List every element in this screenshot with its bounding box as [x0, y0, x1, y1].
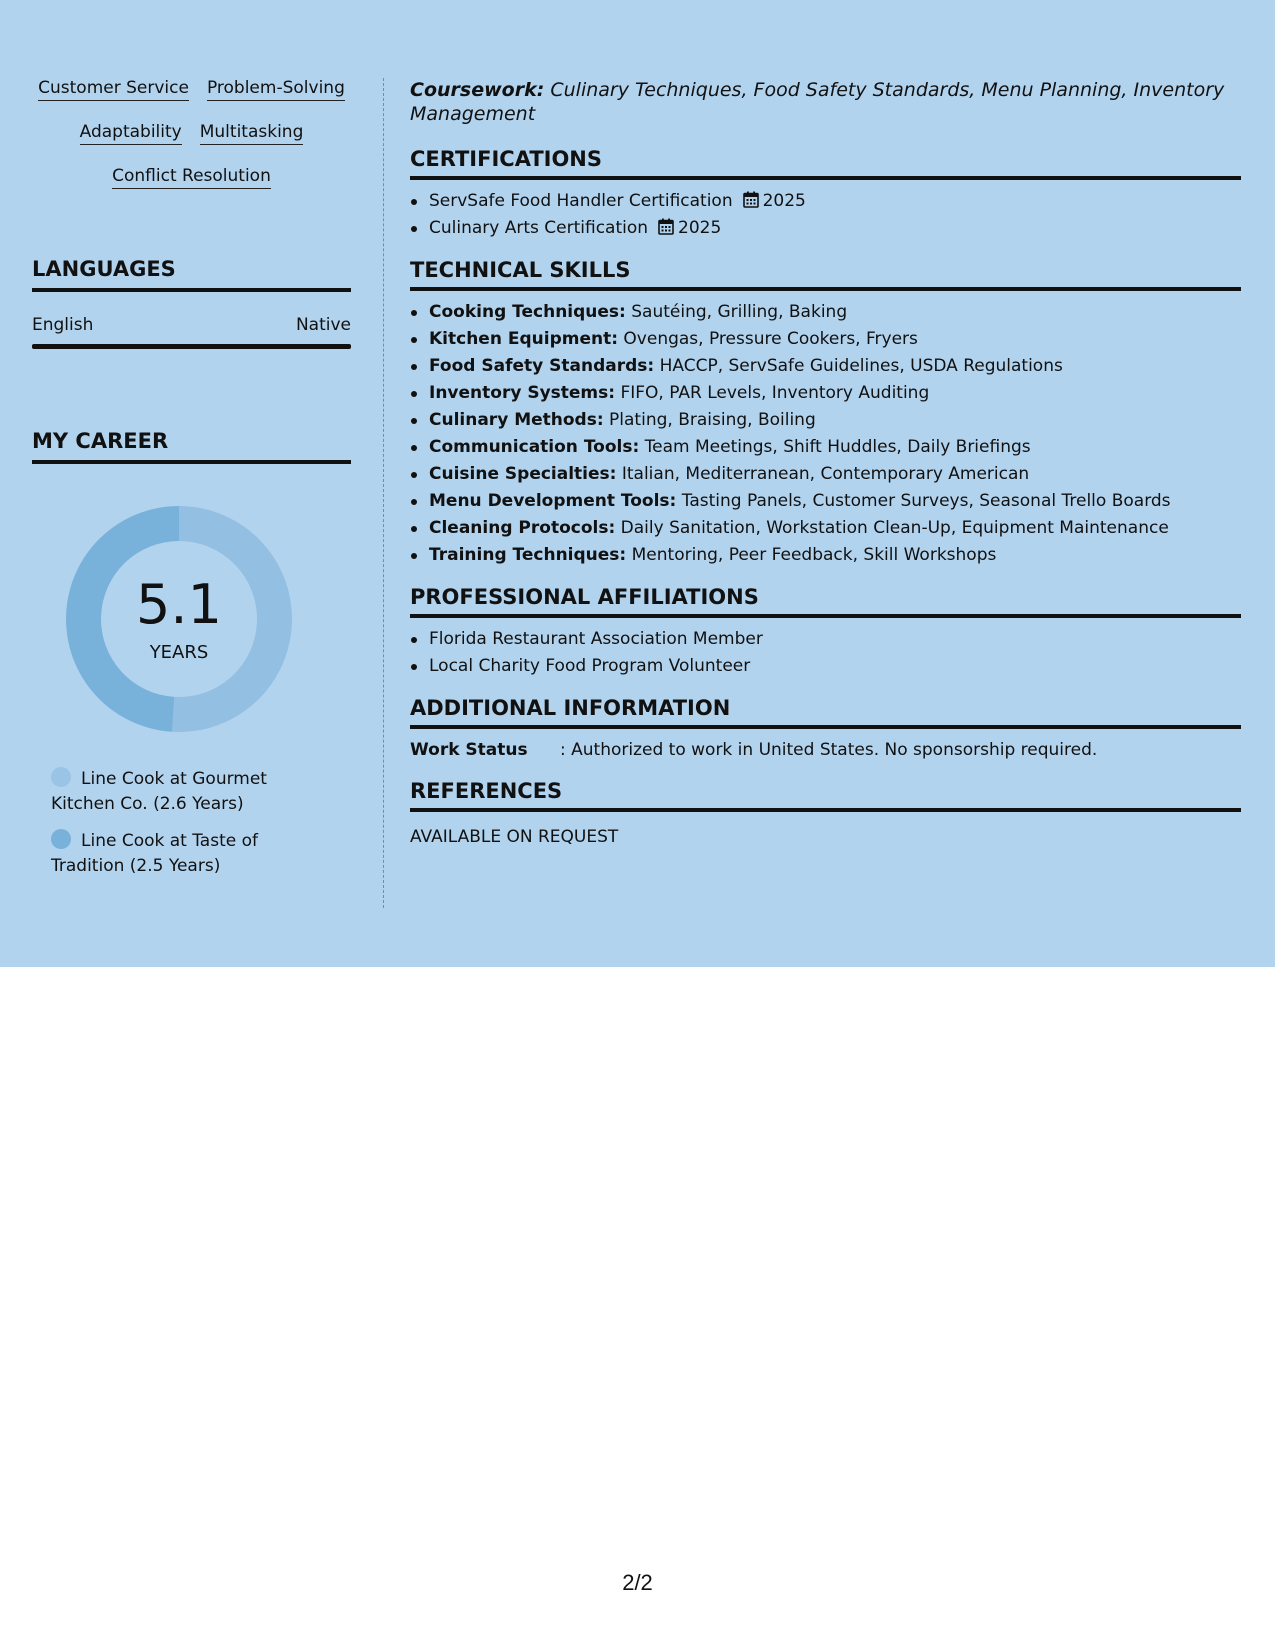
skill-category: Food Safety Standards: — [429, 356, 655, 376]
certification-item — [410, 188, 1241, 215]
technical-skills-list — [410, 299, 1241, 569]
legend-dot — [51, 829, 71, 849]
technical-skills-section — [410, 257, 1241, 569]
language-row — [32, 314, 351, 336]
career-heading: MY CAREER — [32, 428, 351, 464]
technical-skill-item — [410, 434, 1241, 461]
work-status-value: : Authorized to work in United States. No sponsorship required. — [560, 740, 1098, 760]
legend-item — [51, 767, 291, 817]
skill-category: Cleaning Protocols: — [429, 518, 616, 538]
certifications-heading: CERTIFICATIONS — [410, 146, 1241, 180]
technical-skill-item — [410, 299, 1241, 326]
language-level: Native — [295, 315, 351, 335]
legend-dot — [51, 767, 71, 787]
skill-values: Plating, Braising, Boiling — [603, 410, 816, 430]
references-heading: REFERENCES — [410, 778, 1241, 812]
legend-label: Line Cook at Gourmet Kitchen Co. (2.6 Years) — [51, 769, 267, 814]
skill-tag: Multitasking — [200, 122, 304, 145]
career-total-unit: YEARS — [149, 642, 209, 663]
technical-skill-item — [410, 515, 1241, 542]
legend-label: Line Cook at Taste of Tradition (2.5 Years) — [51, 831, 258, 876]
coursework — [410, 78, 1241, 126]
legend-item — [51, 829, 291, 879]
work-status-row — [410, 737, 1241, 763]
affiliation-item: Local Charity Food Program Volunteer — [410, 653, 1241, 680]
references-section — [410, 778, 1241, 849]
technical-skill-item — [410, 380, 1241, 407]
skill-tag: Adaptability — [80, 122, 182, 145]
technical-skills-heading: TECHNICAL SKILLS — [410, 257, 1241, 291]
main-content — [410, 78, 1241, 864]
skill-values: Sautéing, Grilling, Baking — [625, 302, 848, 322]
certifications-section — [410, 146, 1241, 242]
affiliations-list — [410, 626, 1241, 680]
technical-skill-item — [410, 407, 1241, 434]
skill-tag: Problem-Solving — [207, 78, 345, 101]
skills-section — [32, 78, 351, 210]
additional-info-heading: ADDITIONAL INFORMATION — [410, 695, 1241, 729]
certification-name: Culinary Arts Certification — [429, 218, 649, 238]
languages-heading: LANGUAGES — [32, 256, 351, 292]
technical-skill-item — [410, 326, 1241, 353]
skill-values: Ovengas, Pressure Cookers, Fryers — [618, 329, 918, 349]
skill-tag: Conflict Resolution — [112, 166, 271, 189]
references-text: AVAILABLE ON REQUEST — [410, 827, 619, 847]
language-name: English — [32, 315, 94, 335]
skill-values: Mentoring, Peer Feedback, Skill Workshops — [626, 545, 997, 565]
technical-skill-item — [410, 353, 1241, 380]
calendar-icon — [743, 191, 759, 208]
coursework-text: Culinary Techniques, Food Safety Standards, Menu Planning, Inventory Management — [410, 79, 1225, 125]
technical-skill-item — [410, 542, 1241, 569]
skill-tag: Customer Service — [38, 78, 189, 101]
skills-list — [32, 78, 351, 210]
language-level-bar — [32, 344, 351, 349]
skill-category: Training Techniques: — [429, 545, 627, 565]
certification-year: 2025 — [762, 191, 806, 211]
skill-values: FIFO, PAR Levels, Inventory Auditing — [615, 383, 930, 403]
skill-category: Menu Development Tools: — [429, 491, 677, 511]
skill-category: Kitchen Equipment: — [429, 329, 619, 349]
skill-category: Culinary Methods: — [429, 410, 604, 430]
technical-skill-item — [410, 461, 1241, 488]
technical-skill-item — [410, 488, 1241, 515]
additional-info-section — [410, 695, 1241, 763]
certification-item — [410, 215, 1241, 242]
work-status-label: Work Status — [410, 740, 528, 760]
skill-category: Cooking Techniques: — [429, 302, 626, 322]
career-donut-chart — [66, 506, 292, 732]
skill-values: HACCP, ServSafe Guidelines, USDA Regulations — [654, 356, 1063, 376]
skill-category: Cuisine Specialties: — [429, 464, 617, 484]
column-divider — [383, 78, 384, 908]
skill-values: Daily Sanitation, Workstation Clean-Up, Equipment Maintenance — [615, 518, 1169, 538]
skill-values: Tasting Panels, Customer Surveys, Seasonal Trello Boards — [676, 491, 1171, 511]
career-legend — [51, 767, 291, 891]
certification-year: 2025 — [678, 218, 722, 238]
certification-name: ServSafe Food Handler Certification — [429, 191, 733, 211]
career-total-value: 5.1 — [136, 573, 222, 636]
calendar-icon — [658, 218, 674, 235]
affiliations-heading: PROFESSIONAL AFFILIATIONS — [410, 584, 1241, 618]
page-number: 2/2 — [622, 1570, 653, 1595]
skill-category: Communication Tools: — [429, 437, 640, 457]
skill-values: Team Meetings, Shift Huddles, Daily Briefings — [639, 437, 1031, 457]
skill-category: Inventory Systems: — [429, 383, 616, 403]
affiliations-section — [410, 584, 1241, 680]
skill-values: Italian, Mediterranean, Contemporary American — [616, 464, 1030, 484]
affiliation-item: Florida Restaurant Association Member — [410, 626, 1241, 653]
coursework-label: Coursework: — [410, 79, 545, 101]
certifications-list — [410, 188, 1241, 242]
